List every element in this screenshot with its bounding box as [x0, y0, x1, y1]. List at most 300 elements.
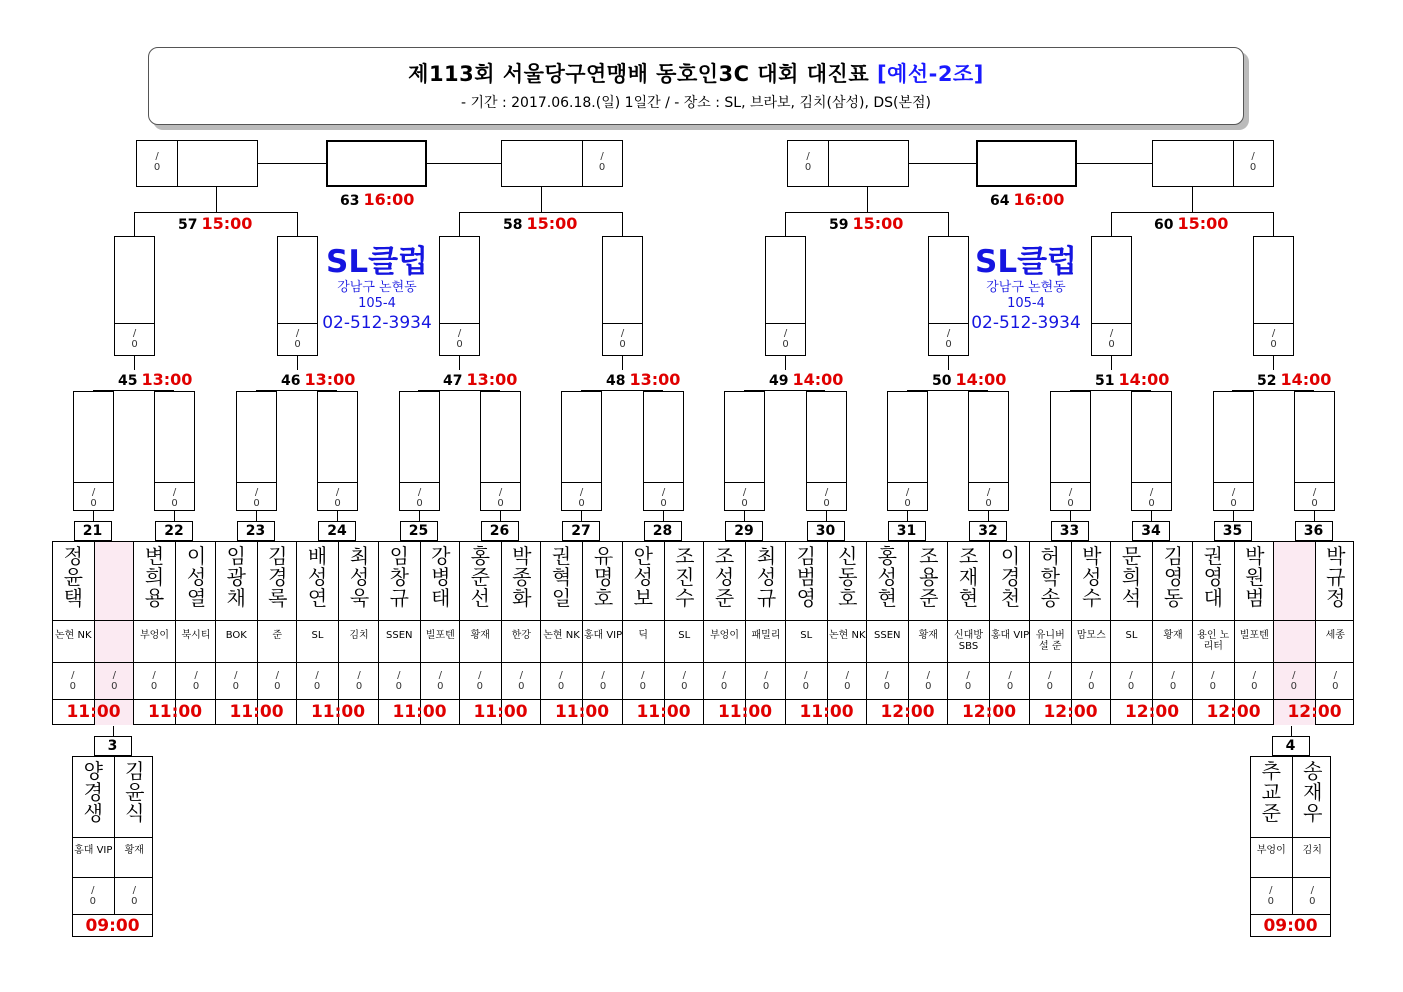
score-zero: 0	[1249, 162, 1257, 173]
winner-slot[interactable]	[317, 391, 358, 511]
match-number: 21	[74, 521, 112, 541]
player-cell[interactable]	[664, 542, 705, 725]
score-slash: /	[335, 487, 340, 498]
player-name: 허학송	[1040, 544, 1060, 610]
score-zero: 0	[1209, 681, 1216, 692]
score-value	[460, 670, 500, 692]
player-cell[interactable]	[582, 542, 623, 725]
row-divider	[134, 662, 215, 663]
winner-slot[interactable]	[561, 391, 602, 511]
score-slash: /	[1048, 670, 1052, 681]
player-cell[interactable]	[257, 542, 298, 725]
score-value	[888, 487, 927, 509]
row-divider	[73, 877, 152, 878]
score-value	[725, 487, 764, 509]
player-name: 조재현	[958, 544, 979, 610]
score-value	[1274, 670, 1314, 692]
bracket-line	[1111, 212, 1273, 213]
score-value	[1051, 487, 1090, 509]
score-slash: /	[559, 670, 563, 681]
slot-divider	[888, 482, 927, 483]
score-zero: 0	[985, 498, 992, 509]
player-name: 조진수	[675, 544, 695, 610]
score-slash: /	[661, 487, 666, 498]
player-cell[interactable]	[460, 542, 501, 725]
winner-slot[interactable]	[114, 236, 155, 356]
player-name: 최성규	[756, 544, 777, 610]
score-zero: 0	[437, 681, 444, 692]
bracket-line	[1232, 390, 1314, 391]
row-divider	[53, 620, 133, 621]
slot-divider	[440, 323, 479, 324]
player-club: 논현 NK	[543, 630, 580, 641]
player-cell[interactable]	[1152, 542, 1193, 725]
score-value	[828, 670, 868, 692]
player-name: 홍성현	[877, 544, 897, 610]
bracket-line	[948, 356, 949, 370]
quarter-match-label	[606, 370, 680, 389]
match-time: 11:00	[392, 702, 447, 722]
player-cell[interactable]	[1071, 542, 1112, 725]
venue-address-no: 105-4	[358, 296, 396, 311]
title-group: [예선-2조]	[876, 62, 984, 86]
bracket-line	[256, 511, 257, 521]
player-name: 박원범	[1245, 544, 1265, 610]
bracket-line	[1111, 212, 1112, 236]
winner-slot[interactable]	[1091, 236, 1132, 356]
score-slash: /	[1333, 670, 1337, 681]
row-divider	[460, 662, 540, 663]
row-divider	[379, 662, 459, 663]
semi-winner-slot[interactable]	[501, 140, 623, 187]
row-divider	[1030, 620, 1110, 621]
winner-slot[interactable]	[73, 391, 114, 511]
player-name: 박성수	[1082, 544, 1102, 610]
semi-match-label	[829, 214, 903, 233]
semi-winner-slot[interactable]	[787, 140, 909, 187]
player-cell[interactable]	[297, 542, 338, 725]
score-slash: /	[295, 328, 300, 339]
bracket-line	[418, 390, 500, 391]
slot-divider	[1254, 323, 1293, 324]
semi-match-label	[503, 214, 577, 233]
score-zero: 0	[741, 498, 748, 509]
bracket-line	[459, 212, 460, 236]
winner-slot[interactable]	[439, 236, 480, 356]
player-cell[interactable]	[379, 542, 420, 725]
player-club: SSEN	[874, 630, 901, 641]
player-cell[interactable]	[134, 542, 175, 725]
player-club: 준	[272, 630, 283, 641]
match-time: 12:00	[961, 702, 1017, 722]
slot-divider	[828, 141, 829, 186]
player-name: 임광채	[226, 544, 246, 610]
slot-divider	[237, 482, 276, 483]
score-zero: 0	[456, 339, 463, 350]
row-divider	[1274, 620, 1353, 621]
row-divider	[541, 620, 622, 621]
winner-slot[interactable]	[236, 391, 277, 511]
match-column	[1110, 541, 1192, 725]
bracket-line	[744, 390, 825, 391]
score-value	[1235, 670, 1275, 692]
winner-slot[interactable]	[1050, 391, 1091, 511]
player-cell[interactable]	[704, 542, 745, 725]
score-zero: 0	[844, 681, 851, 692]
winner-slot[interactable]	[765, 236, 806, 356]
player-club: 빌포텐	[1239, 630, 1269, 641]
player-cell[interactable]	[1251, 757, 1292, 914]
score-value	[237, 487, 276, 509]
match-column	[296, 541, 378, 725]
player-cell[interactable]	[175, 542, 216, 725]
score-slash: /	[1129, 670, 1133, 681]
match-time: 15:00	[526, 214, 578, 233]
score-slash: /	[1109, 328, 1114, 339]
player-name: 신동호	[838, 544, 858, 610]
player-cell[interactable]	[94, 542, 135, 725]
match-time: 11:00	[229, 702, 284, 722]
score-zero: 0	[416, 498, 423, 509]
score-value	[867, 670, 907, 692]
winner-slot[interactable]	[643, 391, 684, 511]
match-time: 13:00	[629, 370, 681, 389]
score-value	[1316, 670, 1356, 692]
match-time: 16:00	[1013, 190, 1065, 209]
score-slash: /	[742, 487, 747, 498]
player-club: 유니버 설 준	[1035, 630, 1065, 652]
score-zero: 0	[1311, 498, 1318, 509]
player-club: 부엉이	[1256, 845, 1286, 856]
player-cell[interactable]	[948, 542, 989, 725]
match-column	[1273, 541, 1354, 725]
bracket-line	[867, 187, 868, 212]
bracket-line	[907, 511, 908, 521]
bracket-line	[256, 390, 337, 391]
slot-divider	[1132, 482, 1171, 483]
score-slash: /	[1171, 670, 1175, 681]
match-time: 11:00	[66, 702, 121, 722]
bracket-line	[1291, 726, 1292, 736]
player-name: 양경생	[83, 759, 103, 825]
score-slash: /	[824, 487, 829, 498]
score-zero: 0	[681, 681, 688, 692]
score-value	[786, 670, 826, 692]
slot-divider	[155, 482, 194, 483]
match-number: 24	[318, 521, 356, 541]
row-divider	[623, 662, 703, 663]
match-number: 47	[443, 373, 463, 389]
score-value	[909, 670, 949, 692]
score-value	[379, 670, 419, 692]
match-number: 49	[769, 373, 789, 389]
player-club: 김치	[1302, 845, 1322, 856]
score-slash: /	[579, 487, 584, 498]
row-divider	[1111, 620, 1192, 621]
score-value	[1072, 670, 1112, 692]
page-subtitle: - 기간 : 2017.06.18.(일) 1일간 / - 장소 : SL, 브라보, 김치(삼성), DS(본점)	[460, 95, 932, 111]
player-club: 딕	[638, 630, 649, 641]
winner-slot[interactable]	[806, 391, 847, 511]
score-value	[1092, 328, 1131, 350]
winner-slot[interactable]	[1131, 391, 1172, 511]
score-slash: /	[275, 670, 279, 681]
player-club: 패밀리	[751, 630, 781, 641]
winner-slot[interactable]	[1294, 391, 1335, 511]
score-slash: /	[152, 670, 156, 681]
winner-slot[interactable]	[602, 236, 643, 356]
match-time: 14:00	[792, 370, 844, 389]
score-value	[1251, 885, 1291, 907]
bracket-line	[337, 511, 338, 521]
player-cell[interactable]	[1315, 542, 1356, 725]
score-zero: 0	[945, 339, 952, 350]
row-divider	[1030, 662, 1110, 663]
bracket-line	[419, 511, 420, 521]
player-club: 용인 노리터	[1197, 630, 1230, 652]
score-value	[583, 670, 623, 692]
match-number: 27	[562, 521, 600, 541]
player-cell[interactable]	[623, 542, 664, 725]
player-name: 조용준	[919, 544, 939, 610]
match-number: 60	[1154, 217, 1174, 233]
score-value	[115, 328, 154, 350]
match-number: 48	[606, 373, 626, 389]
row-divider	[1193, 620, 1273, 621]
score-slash: /	[1008, 670, 1012, 681]
player-cell[interactable]	[1234, 542, 1275, 725]
score-zero: 0	[131, 896, 138, 907]
winner-slot[interactable]	[480, 391, 521, 511]
player-club: 북시티	[181, 630, 211, 641]
title-main: 제113회 서울당구연맹배 동호인3C 대회 대진표	[408, 62, 870, 86]
match-number: 52	[1257, 373, 1277, 389]
bracket-line	[622, 356, 623, 370]
match-number: 46	[281, 373, 301, 389]
player-name: 이경천	[1000, 544, 1021, 610]
venue-info-left	[312, 244, 442, 334]
match-number: 29	[725, 521, 763, 541]
match-column	[785, 541, 866, 725]
score-value	[481, 487, 520, 509]
player-name: 박종화	[512, 544, 532, 610]
match-column	[133, 541, 215, 725]
score-zero: 0	[964, 681, 972, 692]
semi-winner-slot[interactable]	[1152, 140, 1274, 187]
score-zero: 0	[89, 896, 96, 907]
match-number: 57	[178, 217, 198, 233]
score-zero: 0	[823, 498, 830, 509]
score-slash: /	[1252, 670, 1256, 681]
player-club: 신대방 SBS	[954, 630, 983, 652]
player-cell[interactable]	[989, 542, 1030, 725]
match-time: 11:00	[799, 702, 854, 722]
match-time: 11:00	[310, 702, 366, 722]
match-time: 11:00	[636, 702, 691, 722]
score-value	[502, 670, 542, 692]
score-zero: 0	[1108, 339, 1115, 350]
score-value	[53, 670, 93, 692]
player-club: 홍대 VIP	[74, 845, 113, 856]
score-slash: /	[986, 487, 991, 498]
bracket-line	[1111, 356, 1112, 370]
match-number: 3	[94, 736, 132, 756]
score-value	[665, 670, 705, 692]
score-zero: 0	[150, 681, 158, 692]
bracket-line	[581, 511, 582, 521]
slot-divider	[969, 482, 1008, 483]
player-cell[interactable]	[1292, 757, 1333, 914]
bracket-line	[216, 187, 217, 212]
slot-divider	[1214, 482, 1253, 483]
player-cell[interactable]	[53, 542, 94, 725]
match-time: 11:00	[717, 702, 773, 722]
player-name: 안성보	[633, 544, 653, 610]
player-cell[interactable]	[501, 542, 542, 725]
score-value	[155, 487, 194, 509]
champion-slot[interactable]	[976, 140, 1077, 187]
score-zero: 0	[313, 681, 321, 692]
player-cell[interactable]	[1030, 542, 1071, 725]
score-zero: 0	[557, 681, 565, 692]
page-title	[149, 58, 1243, 88]
player-cell[interactable]	[867, 542, 908, 725]
winner-slot[interactable]	[1213, 391, 1254, 511]
score-zero: 0	[131, 339, 138, 350]
player-cell[interactable]	[908, 542, 949, 725]
player-cell[interactable]	[827, 542, 868, 725]
bracket-line	[1233, 511, 1234, 521]
score-zero: 0	[274, 681, 281, 692]
score-value	[74, 487, 113, 509]
score-zero: 0	[90, 498, 97, 509]
player-club: 한강	[511, 630, 531, 641]
player-club: 논현 NK	[54, 630, 92, 641]
score-slash: /	[1231, 487, 1236, 498]
score-slash: /	[315, 670, 319, 681]
player-name: 최성욱	[349, 544, 370, 610]
score-value	[176, 670, 216, 692]
score-value	[562, 487, 601, 509]
score-slash: /	[682, 670, 686, 681]
score-zero: 0	[497, 498, 504, 509]
score-value	[134, 670, 174, 692]
bracket-line	[297, 212, 298, 236]
player-cell[interactable]	[114, 757, 155, 914]
semi-winner-slot[interactable]	[136, 140, 258, 187]
player-club: SL	[678, 630, 691, 641]
row-divider	[948, 620, 1029, 621]
player-club: SL	[311, 630, 324, 641]
player-club: 황재	[470, 630, 490, 641]
score-value	[582, 151, 622, 173]
score-slash: /	[112, 670, 116, 681]
score-slash: /	[172, 487, 177, 498]
score-slash: /	[620, 328, 625, 339]
player-club: 황재	[918, 630, 938, 641]
player-club: 홍대 VIP	[583, 630, 623, 641]
winner-slot[interactable]	[154, 391, 195, 511]
score-value	[1233, 151, 1273, 173]
venue-address: 강남구 논현동	[986, 280, 1066, 295]
score-slash: /	[966, 670, 970, 681]
player-cell[interactable]	[1111, 542, 1152, 725]
row-divider	[216, 620, 296, 621]
score-zero: 0	[192, 681, 200, 692]
match-number: 50	[932, 373, 952, 389]
score-slash: /	[397, 670, 401, 681]
bracket-line	[1314, 511, 1315, 521]
match-number: 59	[829, 217, 849, 233]
score-value	[704, 670, 744, 692]
score-zero: 0	[1067, 498, 1074, 509]
player-cell[interactable]	[1193, 542, 1234, 725]
score-value	[623, 670, 663, 692]
winner-slot[interactable]	[399, 391, 440, 511]
player-cell[interactable]	[1274, 542, 1315, 725]
score-value	[969, 487, 1008, 509]
score-zero: 0	[1046, 681, 1053, 692]
score-value	[541, 670, 581, 692]
player-cell[interactable]	[786, 542, 827, 725]
score-value	[73, 885, 113, 907]
match-time: 11:00	[554, 702, 610, 722]
winner-slot[interactable]	[887, 391, 928, 511]
score-value	[440, 328, 479, 350]
bracket-line	[988, 511, 989, 521]
winner-slot[interactable]	[968, 391, 1009, 511]
row-divider	[1251, 837, 1330, 838]
slot-divider	[1092, 323, 1131, 324]
score-zero: 0	[1230, 498, 1237, 509]
champion-slot[interactable]	[326, 140, 427, 187]
player-cell[interactable]	[541, 542, 582, 725]
score-zero: 0	[804, 162, 812, 173]
player-name: 추교준	[1261, 759, 1281, 825]
player-cell[interactable]	[73, 757, 114, 914]
score-zero: 0	[660, 498, 667, 509]
match-number: 30	[807, 521, 845, 541]
player-cell[interactable]	[420, 542, 461, 725]
score-slash: /	[845, 670, 849, 681]
winner-slot[interactable]	[1253, 236, 1294, 356]
player-name: 강병태	[431, 544, 451, 610]
semi-match-label	[178, 214, 252, 233]
player-club: 부엉이	[710, 630, 739, 641]
score-zero: 0	[639, 681, 646, 692]
quarter-match-label	[443, 370, 517, 389]
score-slash: /	[1068, 487, 1073, 498]
venue-address-no: 105-4	[1007, 296, 1045, 311]
bracket-line	[744, 511, 745, 521]
player-cell[interactable]	[745, 542, 786, 725]
score-zero: 0	[1332, 681, 1339, 692]
score-slash: /	[234, 670, 238, 681]
winner-slot[interactable]	[724, 391, 765, 511]
match-column	[459, 541, 540, 725]
player-cell[interactable]	[338, 542, 379, 725]
match-number: 23	[237, 521, 275, 541]
player-cell[interactable]	[216, 542, 257, 725]
bracket-line	[581, 390, 663, 391]
score-slash: /	[601, 670, 605, 681]
player-name: 송재우	[1303, 759, 1323, 825]
match-time: 12:00	[1206, 702, 1261, 722]
match-column	[947, 541, 1029, 725]
bracket-line	[785, 356, 786, 370]
player-club: SL	[800, 630, 813, 641]
score-zero: 0	[1270, 339, 1277, 350]
